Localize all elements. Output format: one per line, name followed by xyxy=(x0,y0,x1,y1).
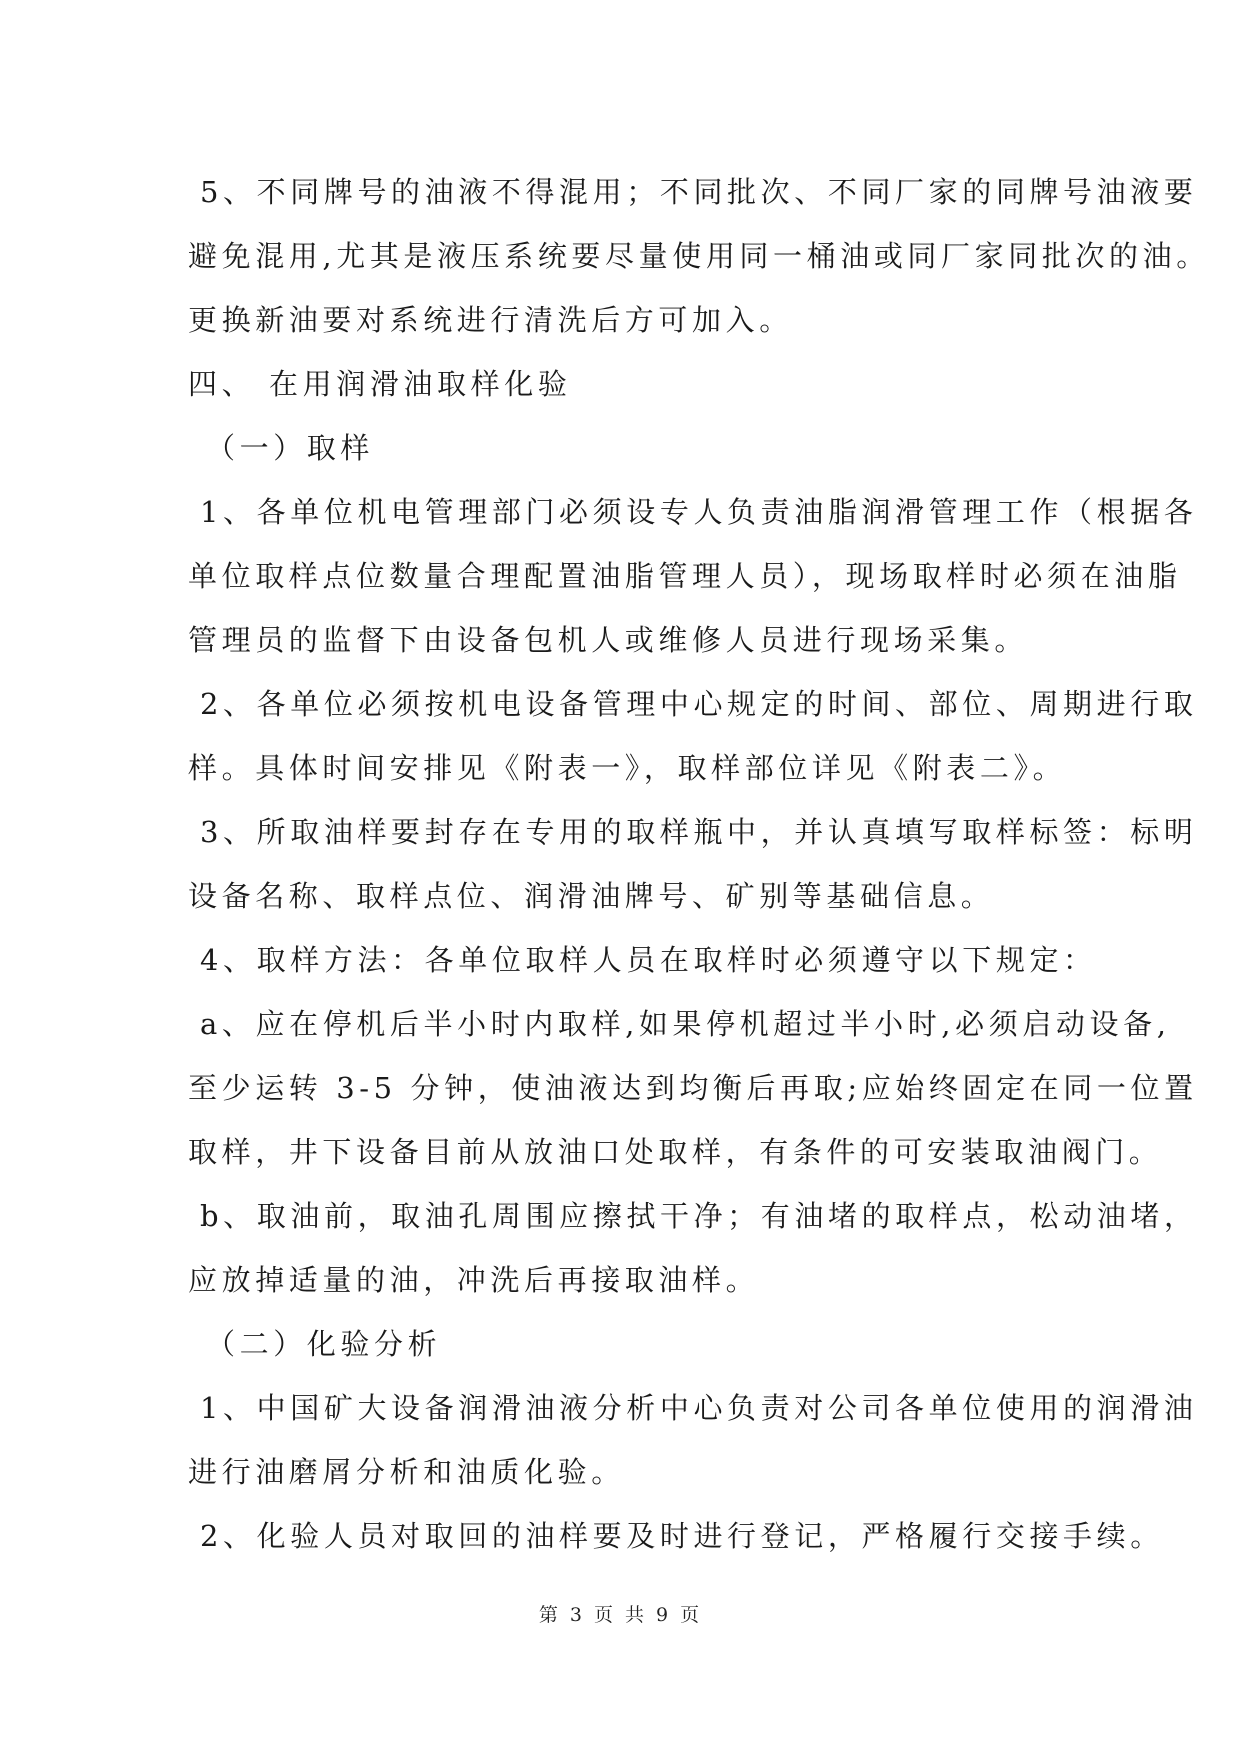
paragraph-line: 样。具体时间安排见《附表一》，取样部位详见《附表二》。 xyxy=(188,751,1067,785)
paragraph-line: 2、各单位必须按机电设备管理中心规定的时间、部位、周期进行取 xyxy=(200,687,1198,721)
paragraph-line: 避免混用,尤其是液压系统要尽量使用同一桶油或同厂家同批次的油。 xyxy=(188,239,1210,273)
paragraph-line: 进行油磨屑分析和油质化验。 xyxy=(188,1455,625,1489)
subsection-heading: （二）化验分析 xyxy=(206,1327,442,1361)
paragraph-line: 单位取样点位数量合理配置油脂管理人员），现场取样时必须在油脂 xyxy=(188,559,1182,593)
paragraph-line: a、应在停机后半小时内取样,如果停机超过半小时,必须启动设备, xyxy=(200,1007,1171,1041)
paragraph-line: 4、取样方法：各单位取样人员在取样时必须遵守以下规定： xyxy=(200,943,1097,977)
paragraph-line: 应放掉适量的油，冲洗后再接取油样。 xyxy=(188,1263,760,1297)
paragraph-line: 2、化验人员对取回的油样要及时进行登记，严格履行交接手续。 xyxy=(200,1519,1164,1553)
subsection-heading: （一）取样 xyxy=(206,431,375,465)
page-footer xyxy=(0,1600,1241,1627)
paragraph-line: 5、不同牌号的油液不得混用；不同批次、不同厂家的同牌号油液要 xyxy=(200,175,1198,209)
paragraph-line: 管理员的监督下由设备包机人或维修人员进行现场采集。 xyxy=(188,623,1029,657)
paragraph-line: 设备名称、取样点位、润滑油牌号、矿别等基础信息。 xyxy=(188,879,995,913)
section-heading: 四、 在用润滑油取样化验 xyxy=(188,367,572,401)
paragraph-line: 更换新油要对系统进行清洗后方可加入。 xyxy=(188,303,793,337)
paragraph-line: 3、所取油样要封存在专用的取样瓶中，并认真填写取样标签：标明 xyxy=(200,815,1198,849)
body-text xyxy=(188,160,1210,1568)
page-number-label: 第 3 页 共 9 页 xyxy=(538,1604,703,1626)
paragraph-line: 1、中国矿大设备润滑油液分析中心负责对公司各单位使用的润滑油 xyxy=(200,1391,1198,1425)
paragraph-line: b、取油前，取油孔周围应擦拭干净；有油堵的取样点，松动油堵， xyxy=(200,1199,1198,1233)
paragraph-line: 取样，井下设备目前从放油口处取样，有条件的可安装取油阀门。 xyxy=(188,1135,1163,1169)
paragraph-line: 至少运转 3-5 分钟，使油液达到均衡后再取;应始终固定在同一位置 xyxy=(188,1071,1198,1105)
paragraph-line: 1、各单位机电管理部门必须设专人负责油脂润滑管理工作（根据各 xyxy=(200,495,1198,529)
